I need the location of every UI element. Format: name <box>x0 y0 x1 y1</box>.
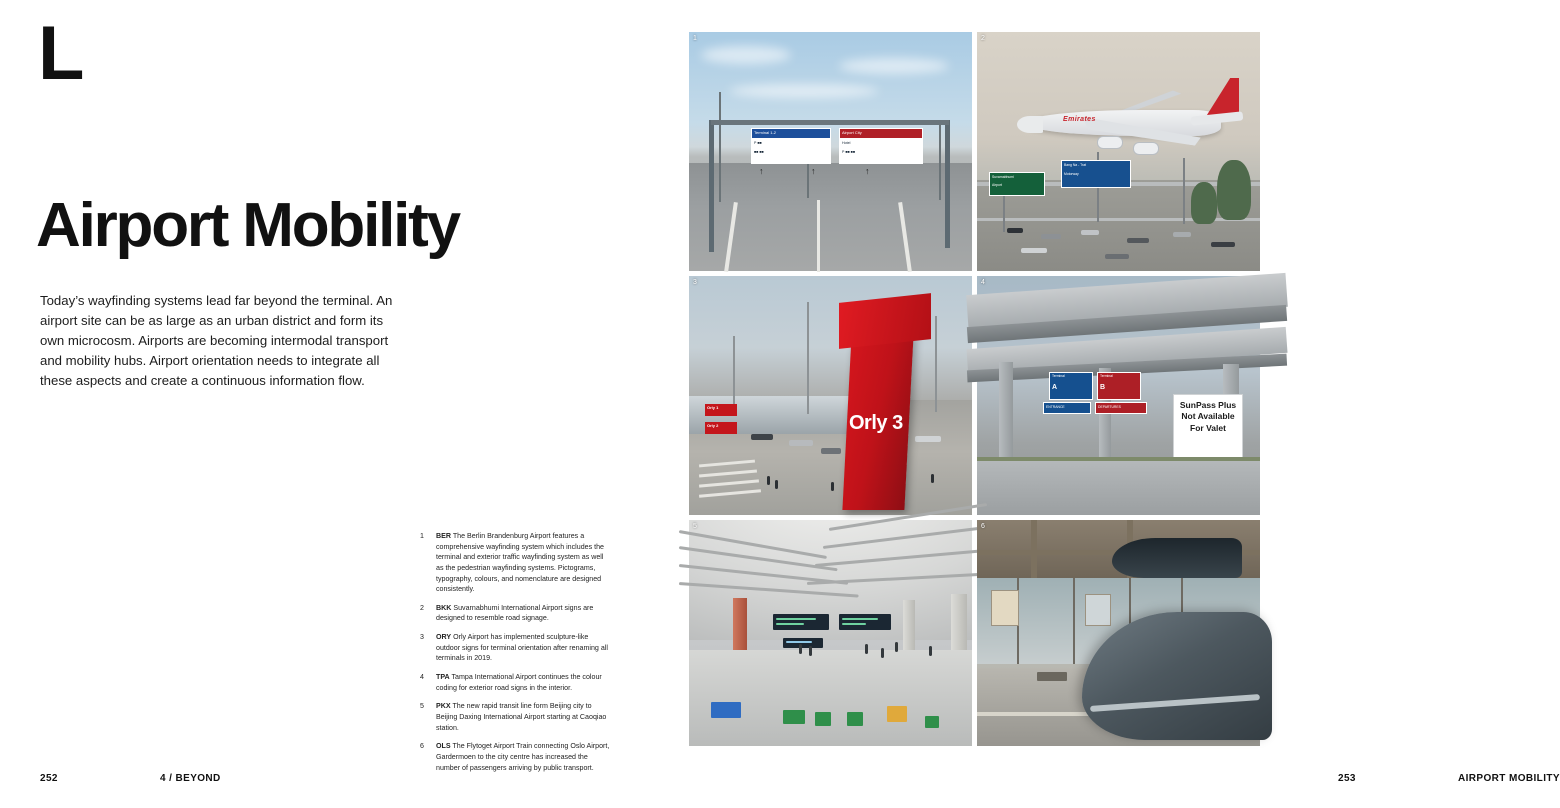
right-footer-section: AIRPORT MOBILITY <box>1458 773 1560 784</box>
floor-graphic-green <box>815 712 831 726</box>
guardrail <box>977 218 1260 221</box>
left-page <box>0 0 649 808</box>
arrow-up-icon: ↑ <box>865 166 870 176</box>
floor-graphic-green <box>847 712 863 726</box>
sign-orly-2 <box>705 422 737 434</box>
caption-code: OLS <box>436 742 451 751</box>
sign-text-letter: A <box>1052 384 1058 391</box>
photo-index: 3 <box>693 279 697 286</box>
sunpass-notice-sign: SunPass Plus Not Available For Valet <box>1173 394 1243 480</box>
intro-paragraph: Today’s wayfinding systems lead far beyond the terminal. An airport site can be as large as an urban district and form its own microcosm. Airports are becoming intermodal transport and mobility hubs. Airport orientation needs to integrate all these aspects and create a continuous information flow. <box>40 293 393 389</box>
pedestrian <box>831 482 834 491</box>
floor-graphic-blue <box>711 702 741 718</box>
floor-graphic-green <box>783 710 805 724</box>
caption-text: The Flytoget Airport Train connecting Oslo Airport, Gardermoen to the city centre has increased the number of passengers arriving by public transport. <box>436 742 610 772</box>
gantry-post <box>945 120 950 248</box>
caption-code: BER <box>436 532 451 540</box>
vehicle <box>1127 238 1149 243</box>
sign-text-line: Terminal <box>1052 374 1065 378</box>
caption-item <box>420 672 610 693</box>
arrow-up-icon: ↑ <box>811 166 816 176</box>
sign-row-text: P ■■ <box>754 141 762 145</box>
sign-text-line: ENTRANCE <box>1046 405 1065 409</box>
sign-text: Orly 2 <box>707 423 719 428</box>
caption-body <box>436 701 610 733</box>
display-line <box>776 618 816 620</box>
left-page-footer <box>40 773 221 784</box>
terminal-floor <box>689 650 972 746</box>
sign-text-line: Bang Na - Trat <box>1064 163 1087 167</box>
photo-bkk-a380 <box>977 32 1260 271</box>
vehicle <box>915 436 941 442</box>
airline-name-text: Emirates <box>1063 116 1096 123</box>
cloud-shape <box>701 46 791 64</box>
light-pole <box>939 124 941 200</box>
secondary-display <box>783 638 823 648</box>
sign-text-line: Terminal <box>1100 374 1113 378</box>
photo-grid <box>689 32 1260 752</box>
photo-index: 4 <box>981 279 985 286</box>
arrow-up-icon: ↑ <box>759 166 764 176</box>
sign-text-line: Suvarnabhumi <box>992 175 1014 179</box>
sign-row-text: Hotel <box>842 141 851 145</box>
photo-tpa-sunpass <box>977 276 1260 515</box>
orly-3-label: Orly 3 <box>849 412 903 434</box>
pedestrian <box>767 476 770 485</box>
caption-item <box>420 632 610 664</box>
tree-shape <box>1191 182 1217 224</box>
page-title: Airport Mobility <box>36 190 459 260</box>
photo-index: 6 <box>981 523 985 530</box>
vehicle <box>1021 248 1047 253</box>
caption-number: 5 <box>420 702 424 711</box>
bench <box>1037 672 1067 681</box>
pedestrian <box>931 474 934 483</box>
glass-mullion <box>1073 578 1075 664</box>
sign-pole <box>1183 158 1185 224</box>
sign-panel-terminal-blue <box>1049 372 1093 400</box>
passenger <box>895 642 898 652</box>
flight-information-display <box>773 614 829 630</box>
sign-text-line: DEPARTURES <box>1098 405 1121 409</box>
sign-text: Orly 1 <box>707 405 719 410</box>
pedestrian <box>775 480 778 489</box>
sign-header-text: Terminal 1-2 <box>754 130 777 135</box>
sign-panel-green <box>989 172 1045 196</box>
left-footer-section: 4 / BEYOND <box>160 773 221 784</box>
roof-column <box>1031 520 1037 580</box>
caption-body <box>436 632 610 664</box>
chapter-letter: L <box>38 11 83 96</box>
caption-item <box>420 531 610 595</box>
sign-panel-departures <box>1095 402 1147 414</box>
right-page-number: 253 <box>1338 773 1356 784</box>
caption-list <box>420 531 610 781</box>
sign-body <box>840 138 922 163</box>
caption-text: Orly Airport has implemented sculpture-like outdoor signs for terminal orientation after renaming all terminals in 2019. <box>436 633 608 663</box>
sign-row-text: P ■■ ■■ <box>842 150 856 154</box>
caption-body <box>436 603 610 624</box>
vehicle <box>751 434 773 440</box>
display-line <box>786 641 812 643</box>
display-line <box>776 623 804 625</box>
caption-number: 2 <box>420 603 424 612</box>
caption-number: 6 <box>420 742 424 751</box>
concrete-barrier-wall <box>977 461 1260 515</box>
sign-text-letter: B <box>1100 384 1106 391</box>
right-page <box>649 0 1560 808</box>
caption-number: 4 <box>420 673 424 682</box>
caption-code: TPA <box>436 673 450 682</box>
platform-poster <box>1085 594 1111 626</box>
caption-text: The Berlin Brandenburg Airport features a comprehensive wayfinding system which includes the terminal and exterior traffic wayfinding system as well as the pedestrian wayfinding systems. Pictograms, typography, colours, and nomenclature are designed consistently. <box>436 532 604 594</box>
tree-shape <box>1217 160 1251 220</box>
photo-ory-sculpture <box>689 276 972 515</box>
light-pole <box>807 302 809 414</box>
vehicle <box>1041 234 1061 239</box>
display-line <box>842 618 878 620</box>
sign-orly-1 <box>705 404 737 416</box>
photo-pkx-concourse <box>689 520 972 746</box>
left-page-number: 252 <box>40 773 58 784</box>
sign-panel-blue <box>1061 160 1131 188</box>
vehicle <box>821 448 841 454</box>
right-page-footer <box>1338 773 1560 784</box>
passenger <box>799 644 802 654</box>
sign-text-line: Airport <box>992 183 1002 187</box>
passenger <box>809 646 812 656</box>
gantry-post <box>709 120 714 252</box>
sign-panel-terminal-red <box>1097 372 1141 400</box>
vehicle <box>1105 254 1129 259</box>
caption-body <box>436 531 610 595</box>
caption-code: PKX <box>436 702 451 711</box>
caption-item <box>420 701 610 733</box>
vehicle <box>1007 228 1023 233</box>
sign-body <box>752 138 830 163</box>
caption-code: ORY <box>436 633 452 642</box>
passenger <box>865 644 868 654</box>
passenger <box>881 648 884 658</box>
caption-item <box>420 603 610 624</box>
sign-row-text: ■■ ■■ <box>754 150 764 154</box>
flight-information-display <box>839 614 891 630</box>
display-line <box>842 623 866 625</box>
vehicle <box>1211 242 1235 247</box>
photo-index: 5 <box>693 523 697 530</box>
caption-text: Suvarnabhumi International Airport signs are designed to resemble road signage. <box>436 603 594 623</box>
sign-header-text: Airport City <box>842 130 862 135</box>
floor-graphic-green <box>925 716 939 728</box>
light-pole <box>935 316 937 412</box>
caption-number: 3 <box>420 633 424 642</box>
aircraft-engine <box>1097 136 1123 149</box>
cloud-shape <box>839 58 949 74</box>
sign-panel-airport-city <box>839 128 923 164</box>
cloud-shape <box>729 84 879 98</box>
passenger <box>929 646 932 656</box>
sign-panel-entrance <box>1043 402 1091 414</box>
aircraft-engine <box>1133 142 1159 155</box>
light-pole <box>719 92 721 202</box>
caption-text: Tampa International Airport continues the colour coding for exterior road signs in the interior. <box>436 673 602 692</box>
caption-code: BKK <box>436 603 452 612</box>
train-windshield <box>1112 538 1242 578</box>
sign-text-line: Motorway <box>1064 172 1079 176</box>
caption-text: The new rapid transit line form Beijing city to Beijing Daxing International Airport starting at Caoqiao station. <box>436 702 607 732</box>
caption-number: 1 <box>420 532 424 540</box>
photo-index: 2 <box>981 35 985 42</box>
photo-ber-gantry <box>689 32 972 271</box>
vehicle <box>1173 232 1191 237</box>
vehicle <box>1081 230 1099 235</box>
platform-poster <box>991 590 1019 626</box>
sign-panel-terminal <box>751 128 831 164</box>
floor-graphic-yellow <box>887 706 907 722</box>
photo-index: 1 <box>693 35 697 42</box>
caption-body <box>436 672 610 693</box>
gantry-beam <box>711 120 949 125</box>
aircraft-nose <box>1017 116 1043 133</box>
caption-body <box>436 741 610 773</box>
orly-sculpture-head <box>839 293 931 349</box>
caption-item <box>420 741 610 773</box>
photo-ols-flytoget <box>977 520 1260 746</box>
lane-marking <box>817 200 820 272</box>
vehicle <box>789 440 813 446</box>
